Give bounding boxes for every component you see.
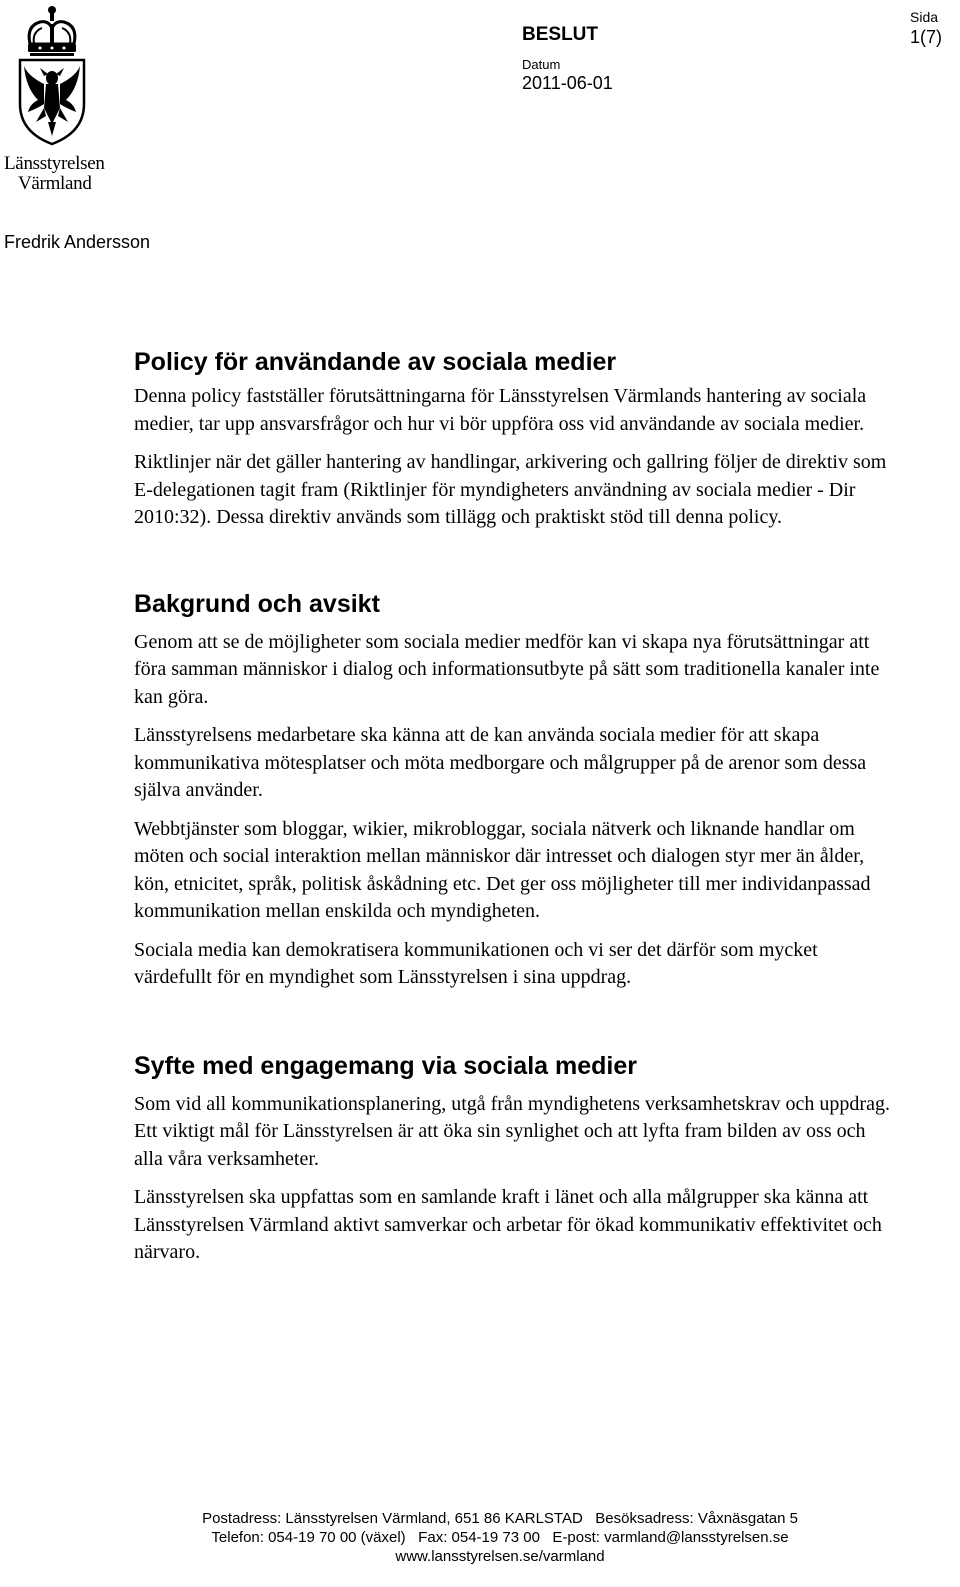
logo-line-2: Värmland: [18, 173, 92, 194]
footer: [0, 1509, 960, 1566]
section-purpose: [134, 1051, 894, 1267]
paragraph: Denna policy fastställer förutsättningarna för Länsstyrelsen Värmlands hantering av sociala medier, tar upp ansvarsfrågor och hur vi bör uppföra oss vid användande av sociala medier.: [134, 385, 867, 435]
logo-wordmark: [4, 154, 122, 194]
page-number: 1(7): [910, 27, 943, 47]
section-heading: Syfte med engagemang via sociala medier: [134, 1051, 637, 1080]
document-type: BESLUT: [522, 24, 598, 45]
coat-of-arms-icon: [4, 4, 100, 152]
logo: [4, 4, 122, 194]
footer-contact: Telefon: 054-19 70 00 (växel) Fax: 054-19 73 00 E-post: varmland@lansstyrelsen.se: [211, 1529, 789, 1546]
section-heading: Policy för användande av sociala medier: [134, 348, 617, 376]
date-value: 2011-06-01: [522, 73, 613, 93]
section-background: [134, 589, 894, 992]
page-label: Sida: [910, 9, 939, 25]
author-name: Fredrik Andersson: [4, 232, 151, 252]
paragraph: Sociala media kan demokratisera kommunikationen och vi ser det därför som mycket värdefullt för en myndighet som Länsstyrelsen i sina uppdrag.: [134, 938, 818, 988]
footer-address: Postadress: Länsstyrelsen Värmland, 651 86 KARLSTAD Besöksadress: Våxnäsgatan 5: [202, 1510, 798, 1527]
paragraph: Som vid all kommunikationsplanering, utgå från myndighetens verksamhetskrav och uppdrag. Ett viktigt mål för Länsstyrelsen är att öka sin synlighet och att lyfta fram bilden av oss och alla våra verksamheter.: [134, 1092, 890, 1170]
paragraph: Länsstyrelsen ska uppfattas som en samlande kraft i länet och alla målgrupper ska känna att Länsstyrelsen Värmland aktivt samverkar och arbetar för ökad kommunikativ effektivitet och närvaro.: [134, 1186, 882, 1263]
paragraph: Länsstyrelsens medarbetare ska känna att de kan använda sociala medier för att skapa kommunikativa mötesplatser och möta medborgare och målgrupper på de arenor som dessa själva använder.: [134, 724, 867, 801]
date-label: Datum: [522, 57, 561, 72]
section-heading: Bakgrund och avsikt: [134, 589, 380, 618]
footer-website: www.lansstyrelsen.se/varmland: [395, 1548, 605, 1565]
paragraph: Genom att se de möjligheter som sociala medier medför kan vi skapa nya förutsättningar att föra samman människor i dialog och informationsutbyte på sätt som traditionella kanaler inte kan göra.: [134, 630, 880, 708]
paragraph: Webbtjänster som bloggar, wikier, mikrobloggar, sociala nätverk och liknande handlar om möten och social interaktion mellan människor där intresset och dialogen styr mer än ålder, kön, etnicitet, språk, politisk åskådning etc. Det ger oss möjligheter till mer individanpassad kommunikation mellan enskilda och myndigheten.: [134, 817, 871, 922]
logo-line-1: Länsstyrelsen: [4, 153, 105, 174]
section-policy: [134, 347, 894, 532]
paragraph: Riktlinjer när det gäller hantering av handlingar, arkivering och gallring följer de direktiv som E-delegationen tagit fram (Riktlinjer för myndigheters användning av sociala medier - Dir 2010:32). Dessa direktiv används som tillägg och praktiskt stöd till denna policy.: [134, 451, 887, 528]
document-body: [134, 347, 894, 1278]
